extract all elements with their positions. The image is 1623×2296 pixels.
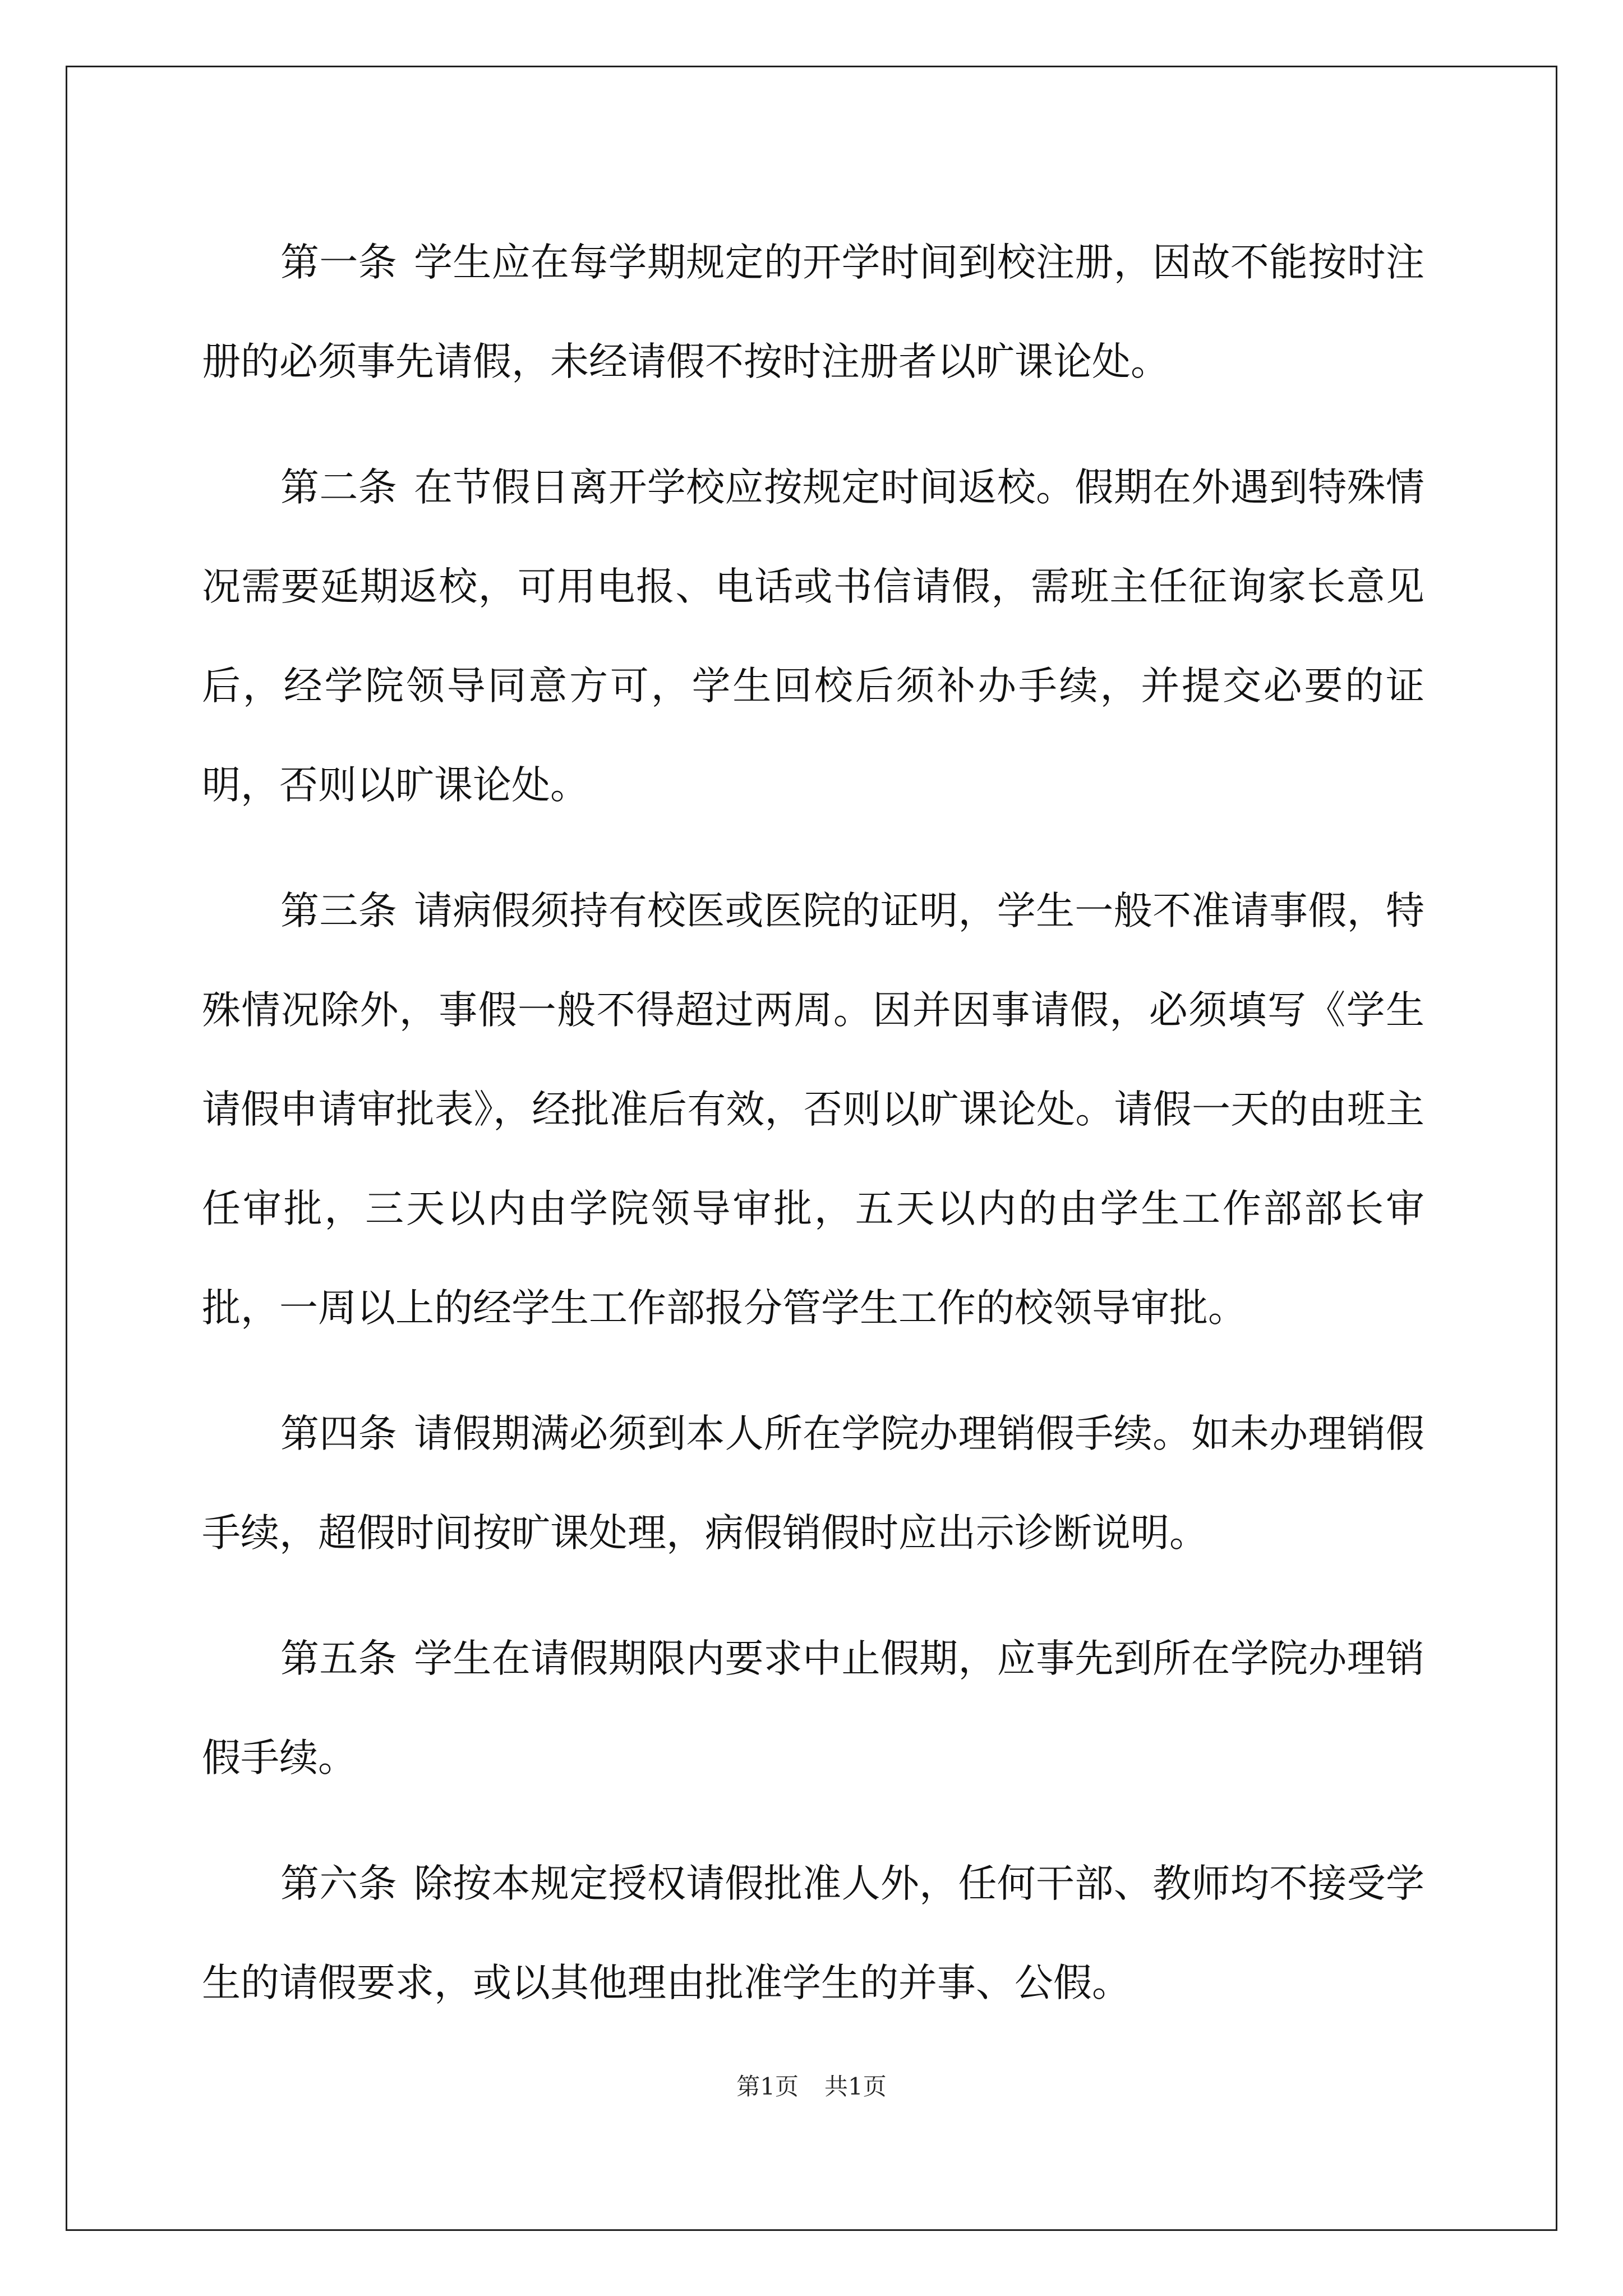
article-text: 请病假须持有校医或医院的证明，学生一般不准请事假，特殊情况除外，事假一般不得超过两周。因并因事请假，必须填写《学生请假申请审批表》，经批准后有效，否则以旷课论处。请假一天的由班主任审批，三天以内由学院领导审批，五天以内的由学生工作部部长审批，一周以上的经学生工作部报分管学生工作的校领导审批。 — [202, 889, 1425, 1331]
article-4 — [202, 1384, 1424, 1583]
article-number: 第五条 — [280, 1636, 397, 1681]
article-number: 第一条 — [280, 240, 397, 285]
article-text: 请假期满必须到本人所在学院办理销假手续。如未办理销假手续，超假时间按旷课处理，病假销假时应出示诊断说明。 — [202, 1411, 1425, 1556]
article-text: 学生在请假期限内要求中止假期，应事先到所在学院办理销假手续。 — [202, 1636, 1425, 1780]
article-text: 在节假日离开学校应按规定时间返校。假期在外遇到特殊情况需要延期返校，可用电报、电话或书信请假，需班主任征询家长意见后，经学院领导同意方可，学生回校后须补办手续，并提交必要的证明，否则以旷课论处。 — [202, 465, 1425, 808]
article-6 — [202, 1834, 1424, 2033]
article-3 — [202, 862, 1424, 1358]
article-2 — [202, 438, 1424, 835]
article-number: 第六条 — [280, 1861, 397, 1906]
article-number: 第四条 — [280, 1411, 397, 1456]
article-5 — [202, 1609, 1424, 1808]
page-footer — [0, 2070, 1623, 2104]
page-total: 共1页 — [824, 2073, 887, 2100]
page-number: 第1页 — [736, 2073, 799, 2100]
article-number: 第二条 — [280, 465, 397, 510]
article-text: 学生应在每学期规定的开学时间到校注册，因故不能按时注册的必须事先请假，未经请假不按时注册者以旷课论处。 — [202, 240, 1425, 384]
article-number: 第三条 — [280, 889, 397, 933]
article-1 — [202, 213, 1424, 412]
article-text: 除按本规定授权请假批准人外，任何干部、教师均不接受学生的请假要求，或以其他理由批准学生的并事、公假。 — [202, 1861, 1425, 2005]
document-body — [202, 213, 1424, 2033]
